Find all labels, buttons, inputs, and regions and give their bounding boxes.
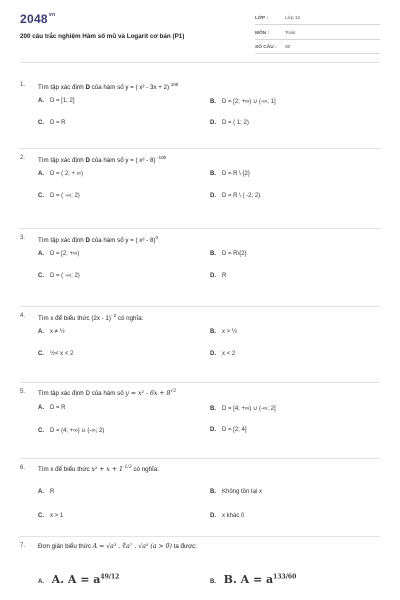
option-b[interactable]: B. D = R\{2}	[210, 251, 247, 257]
option-a[interactable]: A. x ≠ ½	[38, 329, 65, 335]
option-b[interactable]: B. D = R \ {2}	[210, 171, 250, 177]
question-divider	[20, 306, 380, 307]
option-d[interactable]: D. D = ( 1; 2)	[210, 120, 249, 126]
question-3	[20, 235, 380, 287]
question-text: Tìm x để biểu thức (2x - 1)$^{- 2}$ có nghĩa:	[38, 313, 144, 323]
question-text: Đơn giản biểu thức A = √a³ . ∜a⁷ . √a⁵ (a > 0) ta được:	[38, 543, 197, 550]
logo-suffix: vn	[48, 12, 56, 18]
meta-label: SỐ CÂU :	[255, 45, 277, 50]
question-divider	[20, 458, 380, 459]
meta-label: MÔN :	[255, 31, 270, 36]
option-c[interactable]: C. ½< x < 2	[38, 351, 74, 357]
question-text: Tìm tập xác định D của hàm số y = ( x³ - 8) $^{-100}$	[38, 155, 167, 165]
option-c[interactable]: C. D = ( -∞; 2)	[38, 193, 80, 199]
question-number: 4.	[20, 313, 26, 319]
question-number: 6.	[20, 465, 26, 471]
option-a[interactable]: A. D = [2; +∞)	[38, 251, 80, 257]
document-title: 200 câu trắc nghiệm Hàm số mũ và Logarit cơ bản (P1)	[20, 33, 185, 40]
meta-label: LỚP :	[255, 16, 269, 21]
question-divider	[20, 536, 380, 537]
option-a[interactable]: A. D = ( 2; + ∞)	[38, 171, 83, 177]
meta-row-count	[255, 43, 380, 54]
question-number: 7.	[20, 543, 26, 549]
option-b[interactable]: B. D = [4; +∞) ∪ (-∞; 2]	[210, 406, 276, 412]
question-number: 3.	[20, 235, 26, 241]
question-number: 1.	[20, 82, 26, 88]
option-d[interactable]: D. D = R \ ( -2; 2)	[210, 193, 261, 199]
meta-value: Lớp 12	[285, 16, 301, 21]
question-6	[20, 465, 380, 517]
question-number: 2.	[20, 155, 26, 161]
site-logo[interactable]	[20, 12, 55, 26]
option-c[interactable]: C. x > 1	[38, 513, 64, 519]
option-b[interactable]: B. D = [2; +∞) ∪ (-∞; 1]	[210, 99, 276, 105]
option-b[interactable]: B. B. $A = a^{133/60}$	[210, 573, 297, 586]
option-formula: A. $A = a^{49/12}$	[51, 573, 120, 586]
question-divider	[20, 148, 380, 149]
option-a[interactable]: A. R	[38, 489, 55, 495]
header-divider	[20, 62, 380, 63]
option-c[interactable]: C. D = R	[38, 120, 66, 126]
meta-row-subject	[255, 29, 380, 40]
question-4	[20, 313, 380, 365]
meta-value: Toán	[285, 31, 296, 36]
option-d[interactable]: D. R	[210, 273, 227, 279]
question-7	[20, 543, 380, 595]
question-2	[20, 155, 380, 207]
option-a[interactable]: A. D = R	[38, 405, 66, 411]
option-formula: B. $A = a^{133/60}$	[223, 573, 297, 586]
question-text: Tìm x để biểu thức $x^2 + x + 1^{-1/3}$ có nghĩa:	[38, 465, 159, 474]
question-text: Tìm tập xác định D của hàm số $y = x^2 - 6x + 8^{√2}$	[38, 389, 177, 398]
option-d[interactable]: D. x < 2	[210, 351, 236, 357]
option-d[interactable]: D. x khác 0	[210, 513, 245, 519]
option-c[interactable]: C. D = ( -∞; 2)	[38, 273, 80, 279]
question-5	[20, 389, 380, 441]
option-b[interactable]: B. x > ½	[210, 329, 237, 335]
option-d[interactable]: D. D = [2; 4]	[210, 427, 247, 433]
option-a[interactable]: A. D = [1; 2]	[38, 98, 75, 104]
meta-row-class	[255, 14, 380, 25]
option-b[interactable]: B. Không tồn tại x	[210, 489, 263, 495]
logo-text: 2048	[20, 12, 48, 26]
meta-value: 30	[285, 45, 291, 50]
option-a[interactable]: A. A. $A = a^{49/12}$	[38, 573, 120, 586]
question-divider	[20, 382, 380, 383]
question-text: Tìm tập xác định D của hàm số y = ( x³ - 8)$^0$	[38, 235, 158, 245]
question-number: 5.	[20, 389, 26, 395]
option-c[interactable]: C. D = (4; +∞) ∪ (-∞; 2)	[38, 428, 105, 434]
question-1	[20, 82, 380, 134]
question-divider	[20, 228, 380, 229]
question-text: Tìm tập xác định D của hàm số y = ( x² - 3x + 2) $^{100}$	[38, 82, 179, 92]
